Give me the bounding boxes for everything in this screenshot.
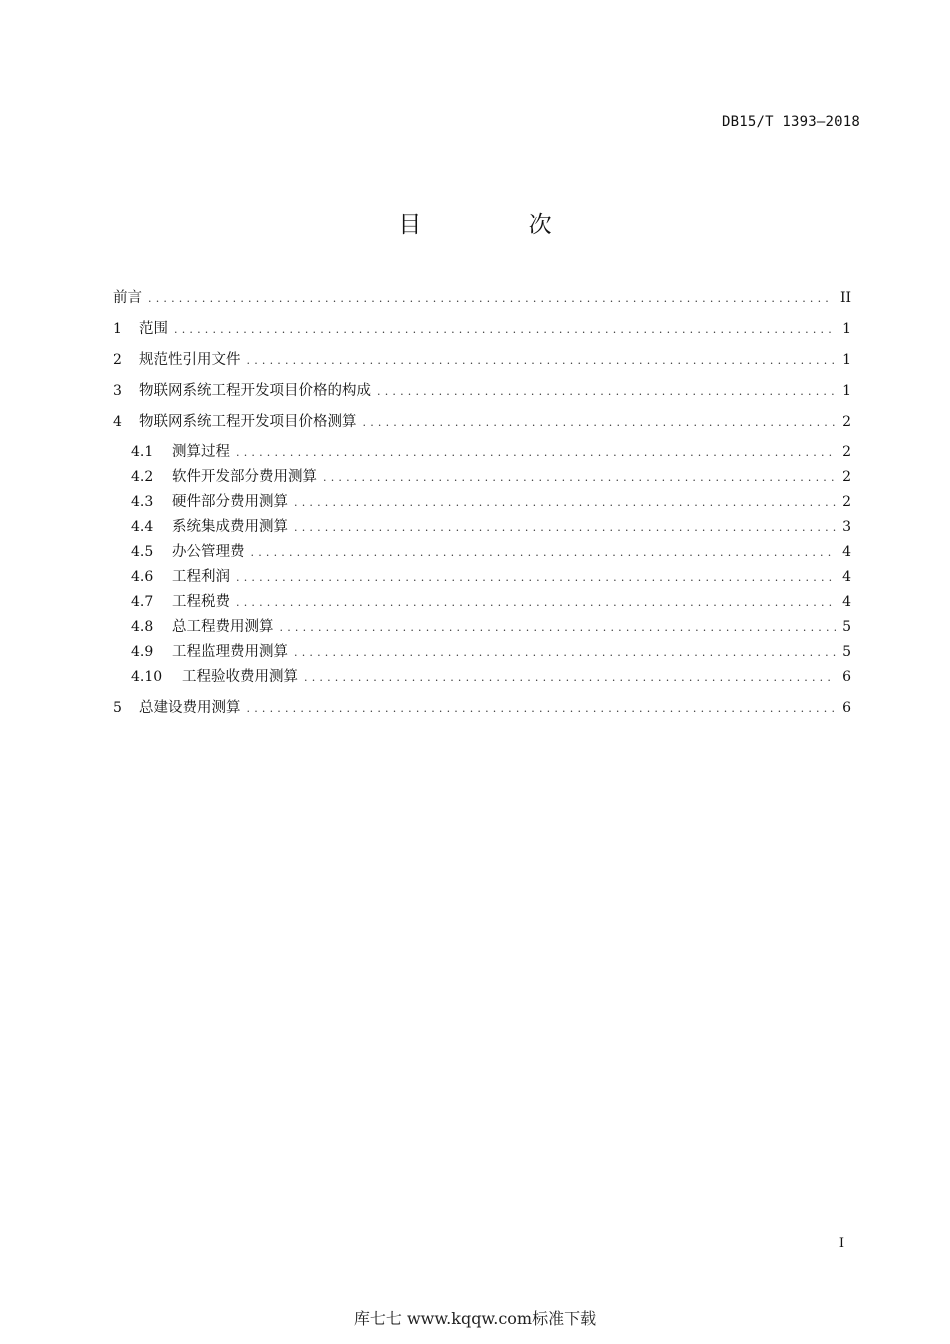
- toc-entry-label: 前言: [113, 290, 142, 306]
- toc-entry-number: 5: [113, 700, 122, 716]
- toc-entry-number: 2: [113, 352, 122, 368]
- dot-leader: [251, 543, 837, 563]
- toc-entry-label: 工程监理费用测算: [172, 644, 288, 660]
- toc-entry-number: 4: [113, 414, 122, 430]
- toc-page-number: II: [839, 290, 851, 306]
- document-code: DB15/T 1393—2018: [721, 114, 860, 130]
- toc-entry-number: 4.1: [131, 444, 154, 460]
- toc-entry-number: 1: [113, 321, 122, 337]
- toc-entry-4-8[interactable]: [131, 617, 851, 637]
- dot-leader: [236, 568, 836, 588]
- dot-leader: [174, 320, 836, 340]
- toc-page-number: 5: [842, 644, 851, 660]
- toc-page-number: 1: [842, 383, 851, 399]
- toc-entry-1[interactable]: [113, 319, 851, 339]
- page-title: 目 次: [398, 212, 602, 238]
- dot-leader: [148, 289, 834, 309]
- toc-entry-4-5[interactable]: [131, 542, 851, 562]
- toc-entry-label: 硬件部分费用测算: [172, 494, 288, 510]
- toc-entry-4-4[interactable]: [131, 517, 851, 537]
- toc-entry-number: 4.9: [131, 644, 154, 660]
- toc-entry-label: 工程税费: [172, 594, 230, 610]
- toc-entry-label: 工程验收费用测算: [182, 669, 298, 685]
- toc-entry-label: 物联网系统工程开发项目价格的构成: [139, 383, 371, 399]
- toc-page-number: 4: [842, 594, 851, 610]
- toc-entry-label: 测算过程: [172, 444, 230, 460]
- toc-entry-label: 范围: [139, 321, 168, 337]
- toc-entry-3[interactable]: [113, 381, 851, 401]
- dot-leader: [323, 468, 836, 488]
- toc-entry-number: 4.6: [131, 569, 154, 585]
- toc-entry-number: 4.3: [131, 494, 154, 510]
- toc-entry-number: 3: [113, 383, 122, 399]
- dot-leader: [294, 643, 836, 663]
- watermark-text: 库七七 www.kqqw.com标准下载: [353, 1309, 597, 1328]
- toc-page-number: 3: [842, 519, 851, 535]
- dot-leader: [236, 593, 836, 613]
- toc-entry-2[interactable]: [113, 350, 851, 370]
- dot-leader: [247, 351, 837, 371]
- dot-leader: [363, 413, 837, 433]
- dot-leader: [247, 699, 837, 719]
- toc-entry-preface[interactable]: [113, 288, 851, 308]
- toc-entry-label: 总建设费用测算: [139, 700, 241, 716]
- toc-entry-number: 4.4: [131, 519, 154, 535]
- toc-page-number: 2: [842, 444, 851, 460]
- toc-entry-number: 4.5: [131, 544, 154, 560]
- toc-entry-label: 总工程费用测算: [172, 619, 274, 635]
- toc-entry-4-7[interactable]: [131, 592, 851, 612]
- dot-leader: [294, 493, 836, 513]
- dot-leader: [280, 618, 837, 638]
- toc-entry-4-10[interactable]: [131, 667, 851, 687]
- toc-page-number: 1: [842, 321, 851, 337]
- toc-entry-4-9[interactable]: [131, 642, 851, 662]
- dot-leader: [377, 382, 836, 402]
- toc-entry-4[interactable]: [113, 412, 851, 432]
- dot-leader: [304, 668, 836, 688]
- toc-page-number: 4: [842, 569, 851, 585]
- toc-entry-label: 系统集成费用测算: [172, 519, 288, 535]
- toc-page-number: 1: [842, 352, 851, 368]
- toc-page-number: 2: [842, 494, 851, 510]
- toc-entry-4-2[interactable]: [131, 467, 851, 487]
- toc-entry-label: 物联网系统工程开发项目价格测算: [139, 414, 357, 430]
- dot-leader: [294, 518, 836, 538]
- toc-page-number: 6: [842, 700, 851, 716]
- toc-entry-4-6[interactable]: [131, 567, 851, 587]
- toc-entry-number: 4.2: [131, 469, 154, 485]
- toc-entry-number: 4.7: [131, 594, 154, 610]
- toc-entry-5[interactable]: [113, 698, 851, 718]
- toc-entry-label: 工程利润: [172, 569, 230, 585]
- toc-page-number: 2: [842, 414, 851, 430]
- page-number: I: [838, 1236, 844, 1251]
- dot-leader: [236, 443, 836, 463]
- toc-entry-4-1[interactable]: [131, 442, 851, 462]
- toc-page-number: 2: [842, 469, 851, 485]
- toc-entry-label: 办公管理费: [172, 544, 245, 560]
- toc-page-number: 5: [842, 619, 851, 635]
- toc-entry-label: 规范性引用文件: [139, 352, 241, 368]
- toc-entry-label: 软件开发部分费用测算: [172, 469, 317, 485]
- toc-page-number: 4: [842, 544, 851, 560]
- toc-entry-number: 4.8: [131, 619, 154, 635]
- toc-entry-4-3[interactable]: [131, 492, 851, 512]
- toc-entry-number: 4.10: [131, 669, 163, 685]
- toc-page-number: 6: [842, 669, 851, 685]
